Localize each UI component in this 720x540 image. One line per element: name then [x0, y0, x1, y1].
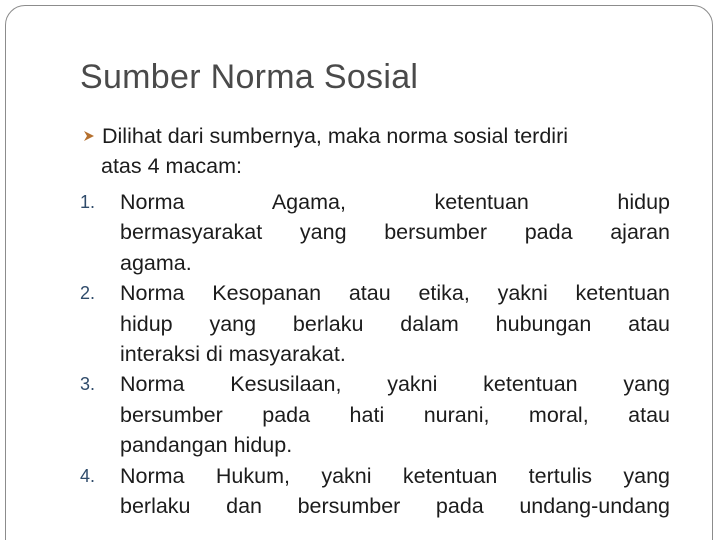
list-item-line: berlaku dan bersumber pada undang-undang [120, 494, 670, 519]
list-item-kesusilaan [80, 369, 670, 460]
arrow-bullet-icon [82, 129, 96, 143]
list-number: 3. [80, 374, 96, 395]
list-item-line: Norma Agama, ketentuan hidup [120, 190, 670, 214]
list-item-line: agama. [120, 250, 192, 275]
list-item-hukum [80, 461, 670, 522]
list-item-agama [80, 187, 670, 278]
list-number: 1. [80, 192, 96, 212]
intro-line-1: Dilihat dari sumbernya, maka norma sosial terdiri [102, 124, 569, 148]
slide-title: Sumber Norma Sosial [80, 58, 419, 96]
list-item-line: Norma Kesopanan atau etika, yakni ketentuan [120, 281, 670, 306]
norma-list [80, 187, 670, 521]
list-number: 4. [80, 465, 96, 486]
intro-line-2: atas 4 macam: [101, 154, 242, 178]
list-number: 2. [80, 283, 96, 304]
list-item-line: Norma Hukum, yakni ketentuan tertulis yang [120, 463, 670, 488]
list-item-line: pandangan hidup. [120, 433, 293, 458]
list-item-line: bermasyarakat yang bersumber pada ajaran [120, 220, 670, 245]
list-item-line: bersumber pada hati nurani, moral, atau [120, 402, 670, 427]
list-item-kesopanan [80, 278, 670, 369]
list-item-line: hidup yang berlaku dalam hubungan atau [120, 311, 670, 336]
list-item-line: Norma Kesusilaan, yakni ketentuan yang [120, 372, 670, 397]
list-item-line: interaksi di masyarakat. [120, 342, 346, 367]
intro-paragraph [82, 121, 672, 181]
